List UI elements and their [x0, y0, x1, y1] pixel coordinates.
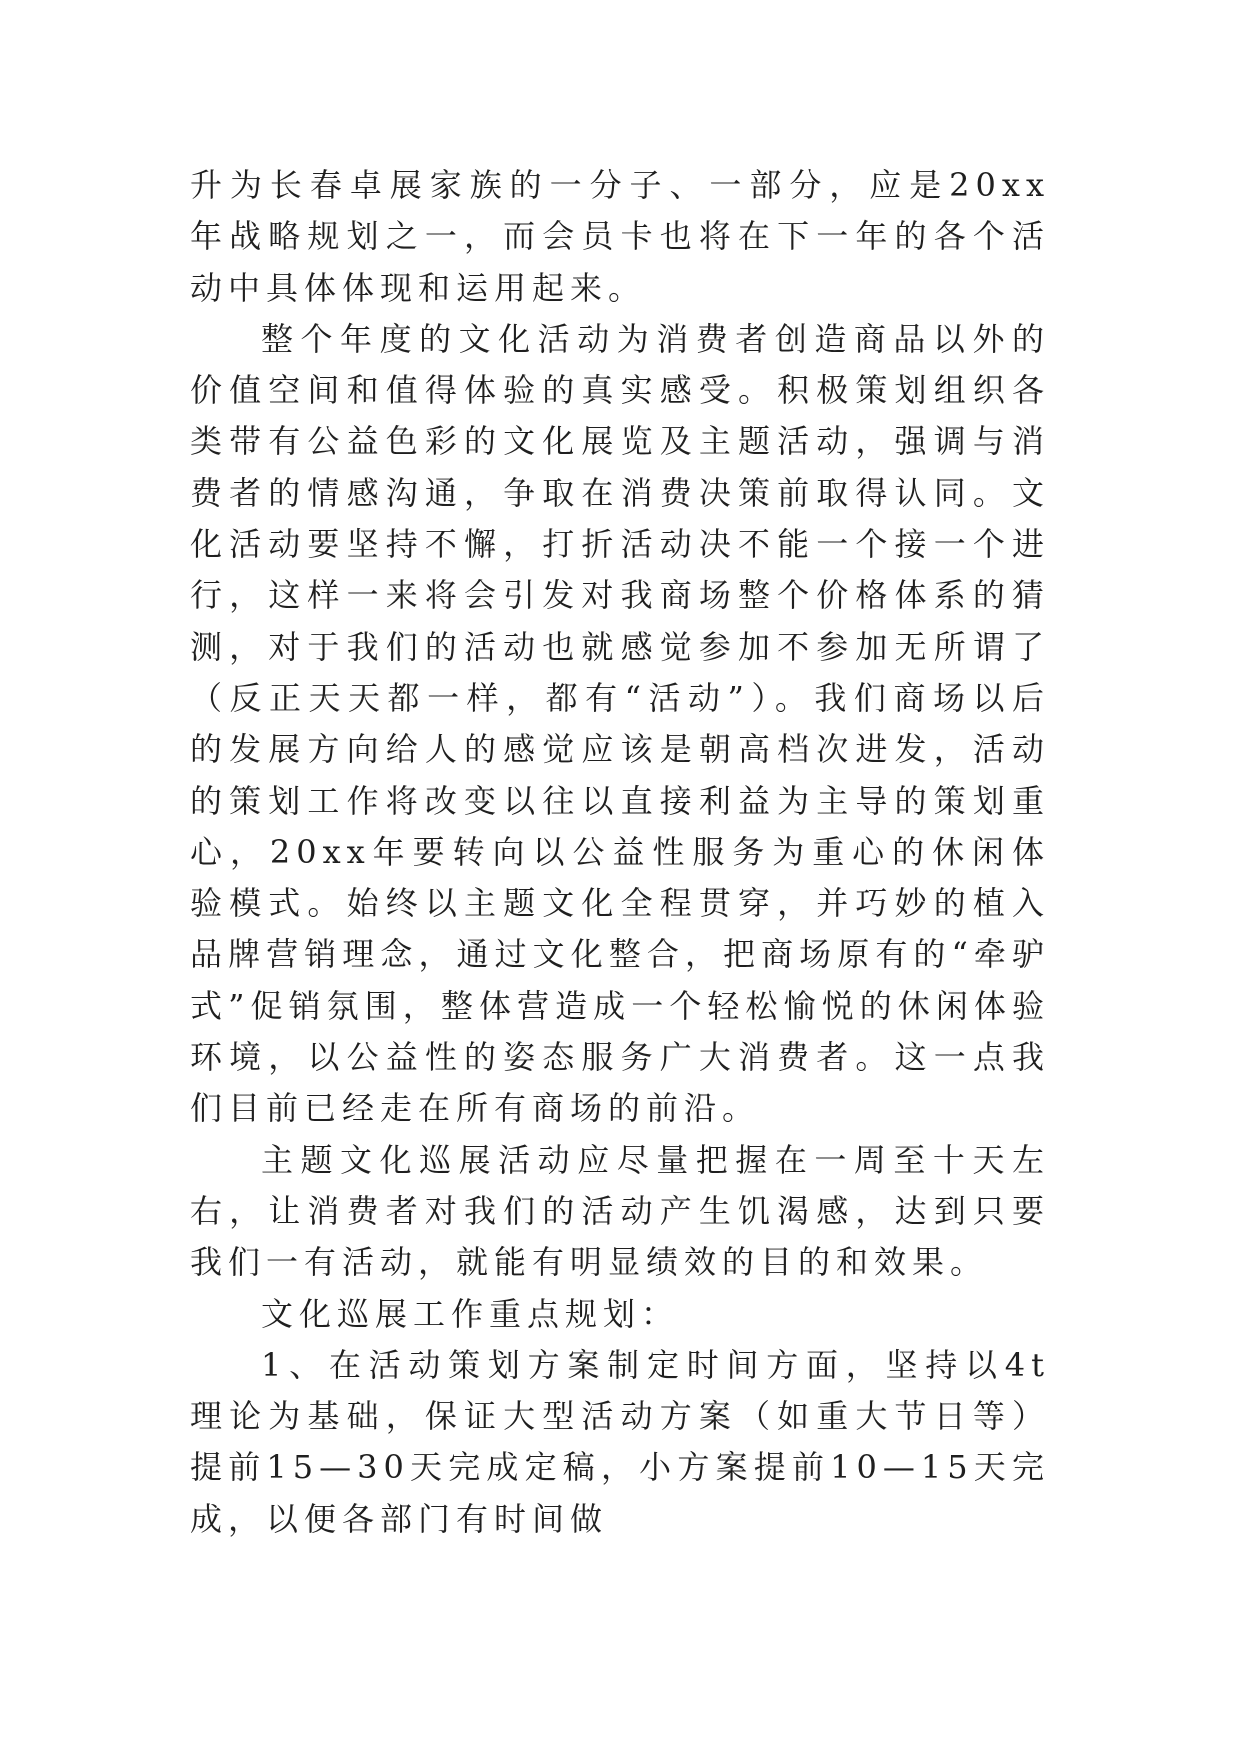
paragraph-3: 主题文化巡展活动应尽量把握在一周至十天左右，让消费者对我们的活动产生饥渴感，达到只要我们一有活动，就能有明显绩效的目的和效果。 [190, 1140, 1050, 1282]
paragraph-1: 升为长春卓展家族的一分子、一部分，应是20xx年战略规划之一，而会员卡也将在下一年的各个活动中具体体现和运用起来。 [190, 166, 1050, 307]
paragraph-5: 1、在活动策划方案制定时间方面，坚持以4t理论为基础，保证大型活动方案（如重大节日等）提前15—30天完成定稿，小方案提前10—15天完成，以便各部门有时间做 [190, 1345, 1050, 1538]
paragraph-2: 整个年度的文化活动为消费者创造商品以外的价值空间和值得体验的真实感受。积极策划组织各类带有公益色彩的文化展览及主题活动，强调与消费者的情感沟通，争取在消费决策前取得认同。文化活动要坚持不懈，打折活动决不能一个接一个进行，这样一来将会引发对我商场整个价格体系的猜测，对于我们的活动也就感觉参加不参加无所谓了（反正天天都一样，都有“活动”）。我们商场以后的发展方向给人的感觉应该是朝高档次进发，活动的策划工作将改变以往以直接利益为主导的策划重心，20xx年要转向以公益性服务为重心的休闲体验模式。始终以主题文化全程贯穿，并巧妙的植入品牌营销理念，通过文化整合，把商场原有的“牵驴式”促销氛围，整体营造成一个轻松愉悦的休闲体验环境，以公益性的姿态服务广大消费者。这一点我们目前已经走在所有商场的前沿。 [190, 319, 1050, 1128]
document-body [190, 160, 1050, 1545]
paragraph-4: 文化巡展工作重点规划： [261, 1294, 680, 1333]
